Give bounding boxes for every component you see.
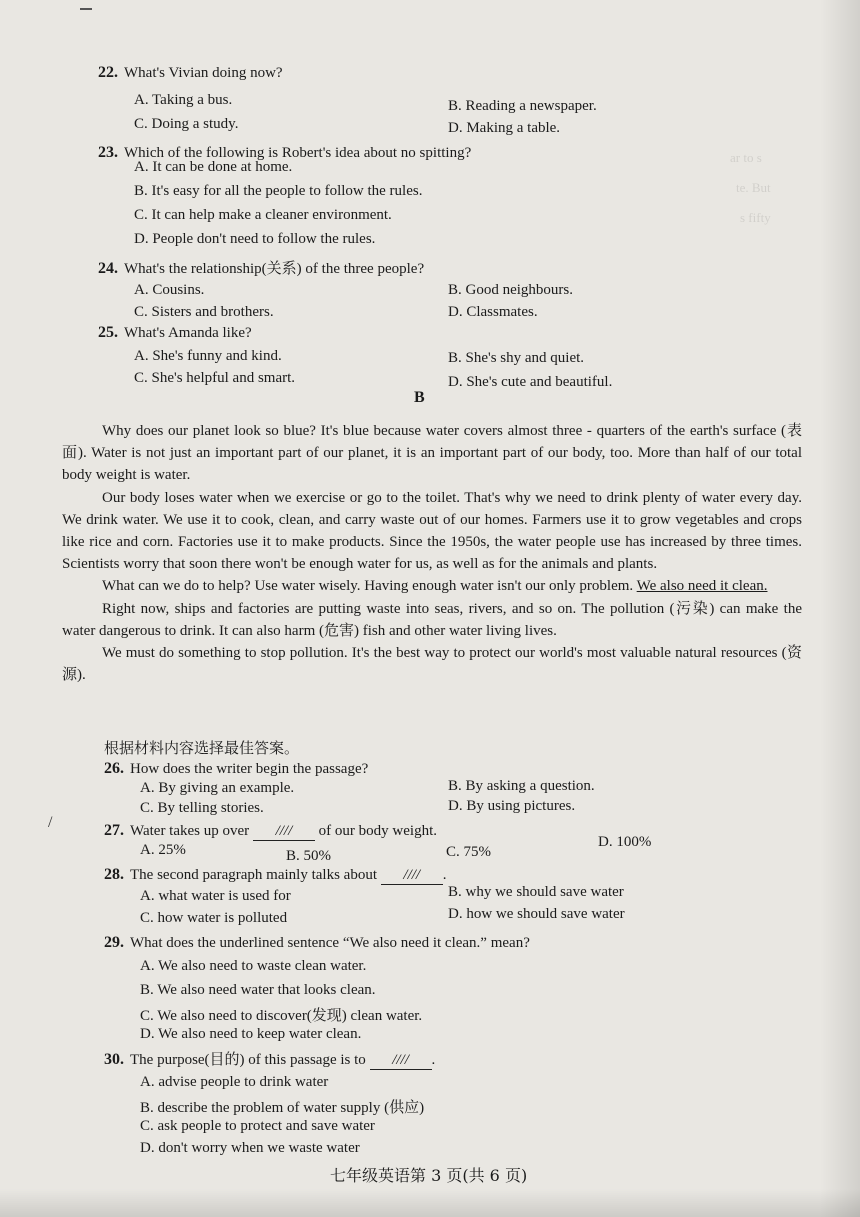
option-24a[interactable]: A. Cousins. bbox=[134, 282, 205, 298]
scan-mark bbox=[80, 8, 92, 10]
answer-blank[interactable]: //// bbox=[253, 823, 315, 841]
question-number: 26. bbox=[104, 760, 124, 777]
question-25 bbox=[98, 324, 252, 342]
bleed-through-text: s fifty bbox=[740, 210, 771, 225]
option-28a[interactable]: A. what water is used for bbox=[140, 888, 291, 904]
question-number: 30. bbox=[104, 1051, 124, 1068]
scan-shadow bbox=[0, 1189, 860, 1217]
question-text: Water takes up over bbox=[130, 823, 250, 839]
option-23d[interactable]: D. People don't need to follow the rules. bbox=[134, 231, 376, 247]
option-28c[interactable]: C. how water is polluted bbox=[140, 910, 288, 926]
option-23c[interactable]: C. It can help make a cleaner environment. bbox=[134, 207, 392, 223]
reading-passage bbox=[62, 420, 802, 686]
passage-paragraph-2: Our body loses water when we exercise or go to the toilet. That's why we need to drink plenty of water every day. We drink water. We use it to cook, clean, and carry waste out of our homes. Farmers use it to grow vegetables and crops like rice and corn. Factories use it to make products. Since the 1950s, the water people use has increased by three times. Scientists worry that soon there won't be enough water for us, as well as for the animals and plants. bbox=[62, 489, 802, 573]
page-footer: 七年级英语第 3 页(共 6 页) bbox=[330, 1166, 528, 1185]
option-29c[interactable]: C. We also need to discover(发现) clean water. bbox=[140, 1008, 423, 1024]
scan-shadow bbox=[820, 0, 860, 1217]
question-text: . bbox=[442, 867, 447, 883]
option-22d[interactable]: D. Making a table. bbox=[448, 120, 561, 136]
answer-blank[interactable]: //// bbox=[381, 867, 443, 885]
question-number: 27. bbox=[104, 822, 124, 839]
passage-text: What can we do to help? Use water wisely. Having enough water isn't our only problem. bbox=[102, 578, 634, 595]
question-text: What's the relationship(关系) of the three people? bbox=[124, 261, 425, 277]
option-30d[interactable]: D. don't worry when we waste water bbox=[140, 1140, 360, 1156]
question-text: What does the underlined sentence “We also need it clean.” mean? bbox=[130, 935, 530, 951]
option-24d[interactable]: D. Classmates. bbox=[448, 304, 538, 320]
pen-mark: / bbox=[48, 814, 53, 831]
passage-paragraph-4: Right now, ships and factories are putting waste into seas, rivers, and so on. The pollution (污染) can make the water dangerous to drink. It can also harm (危害) fish and other water living lives. bbox=[62, 600, 802, 639]
question-text: What's Amanda like? bbox=[124, 325, 252, 341]
option-27d[interactable]: D. 100% bbox=[598, 834, 652, 850]
passage-paragraph-1: Why does our planet look so blue? It's blue because water covers almost three - quarters of the earth's surface (表面). Water is not just an important part of our planet, it is an important part of our body, too. More than half of our total body weight is water. bbox=[62, 423, 802, 484]
section-title: B bbox=[414, 389, 425, 406]
question-text: . bbox=[431, 1052, 436, 1068]
question-number: 25. bbox=[98, 324, 118, 341]
option-23b[interactable]: B. It's easy for all the people to follow the rules. bbox=[134, 183, 423, 199]
option-24b[interactable]: B. Good neighbours. bbox=[448, 282, 573, 298]
option-26c[interactable]: C. By telling stories. bbox=[140, 800, 264, 816]
passage-paragraph-3 bbox=[62, 575, 802, 597]
underlined-sentence: We also need it clean. bbox=[636, 578, 768, 595]
option-25b[interactable]: B. She's shy and quiet. bbox=[448, 350, 585, 366]
option-25a[interactable]: A. She's funny and kind. bbox=[134, 348, 282, 364]
option-22c[interactable]: C. Doing a study. bbox=[134, 116, 239, 132]
question-number: 29. bbox=[104, 934, 124, 951]
option-26d[interactable]: D. By using pictures. bbox=[448, 798, 576, 814]
question-text: of our body weight. bbox=[318, 823, 437, 839]
answer-blank[interactable]: //// bbox=[370, 1052, 432, 1070]
option-25c[interactable]: C. She's helpful and smart. bbox=[134, 370, 296, 386]
option-24c[interactable]: C. Sisters and brothers. bbox=[134, 304, 274, 320]
option-29a[interactable]: A. We also need to waste clean water. bbox=[140, 958, 367, 974]
option-30c[interactable]: C. ask people to protect and save water bbox=[140, 1118, 375, 1134]
question-30 bbox=[104, 1048, 435, 1070]
option-26a[interactable]: A. By giving an example. bbox=[140, 780, 295, 796]
question-text: The purpose(目的) of this passage is to bbox=[130, 1052, 366, 1068]
question-29 bbox=[104, 934, 530, 952]
question-text: What's Vivian doing now? bbox=[124, 65, 283, 81]
question-27 bbox=[104, 822, 437, 841]
option-26b[interactable]: B. By asking a question. bbox=[448, 778, 595, 794]
option-27b[interactable]: B. 50% bbox=[286, 848, 331, 864]
option-29d[interactable]: D. We also need to keep water clean. bbox=[140, 1026, 362, 1042]
question-text: Which of the following is Robert's idea about no spitting? bbox=[124, 145, 472, 161]
option-29b[interactable]: B. We also need water that looks clean. bbox=[140, 982, 376, 998]
option-27a[interactable]: A. 25% bbox=[140, 842, 186, 858]
option-23a[interactable]: A. It can be done at home. bbox=[134, 159, 293, 175]
option-30b[interactable]: B. describe the problem of water supply (供应) bbox=[140, 1100, 425, 1116]
question-28 bbox=[104, 866, 447, 885]
question-number: 28. bbox=[104, 866, 124, 883]
option-22a[interactable]: A. Taking a bus. bbox=[134, 92, 233, 108]
question-number: 22. bbox=[98, 64, 118, 81]
question-text: How does the writer begin the passage? bbox=[130, 761, 369, 777]
bleed-through-text: te. But bbox=[736, 180, 771, 195]
bleed-through-text: ar to s bbox=[730, 150, 762, 165]
option-25d[interactable]: D. She's cute and beautiful. bbox=[448, 374, 613, 390]
question-22 bbox=[98, 64, 283, 82]
question-number: 24. bbox=[98, 260, 118, 277]
option-28b[interactable]: B. why we should save water bbox=[448, 884, 624, 900]
option-28d[interactable]: D. how we should save water bbox=[448, 906, 625, 922]
question-26 bbox=[104, 760, 368, 778]
option-27c[interactable]: C. 75% bbox=[446, 844, 491, 860]
question-text: The second paragraph mainly talks about bbox=[130, 867, 378, 883]
question-number: 23. bbox=[98, 144, 118, 161]
instruction-text: 根据材料内容选择最佳答案。 bbox=[104, 739, 300, 757]
question-24 bbox=[98, 257, 424, 278]
passage-paragraph-5: We must do something to stop pollution. It's the best way to protect our world's most valuable natural resources (资源). bbox=[62, 645, 802, 684]
option-30a[interactable]: A. advise people to drink water bbox=[140, 1074, 329, 1090]
option-22b[interactable]: B. Reading a newspaper. bbox=[448, 98, 597, 114]
